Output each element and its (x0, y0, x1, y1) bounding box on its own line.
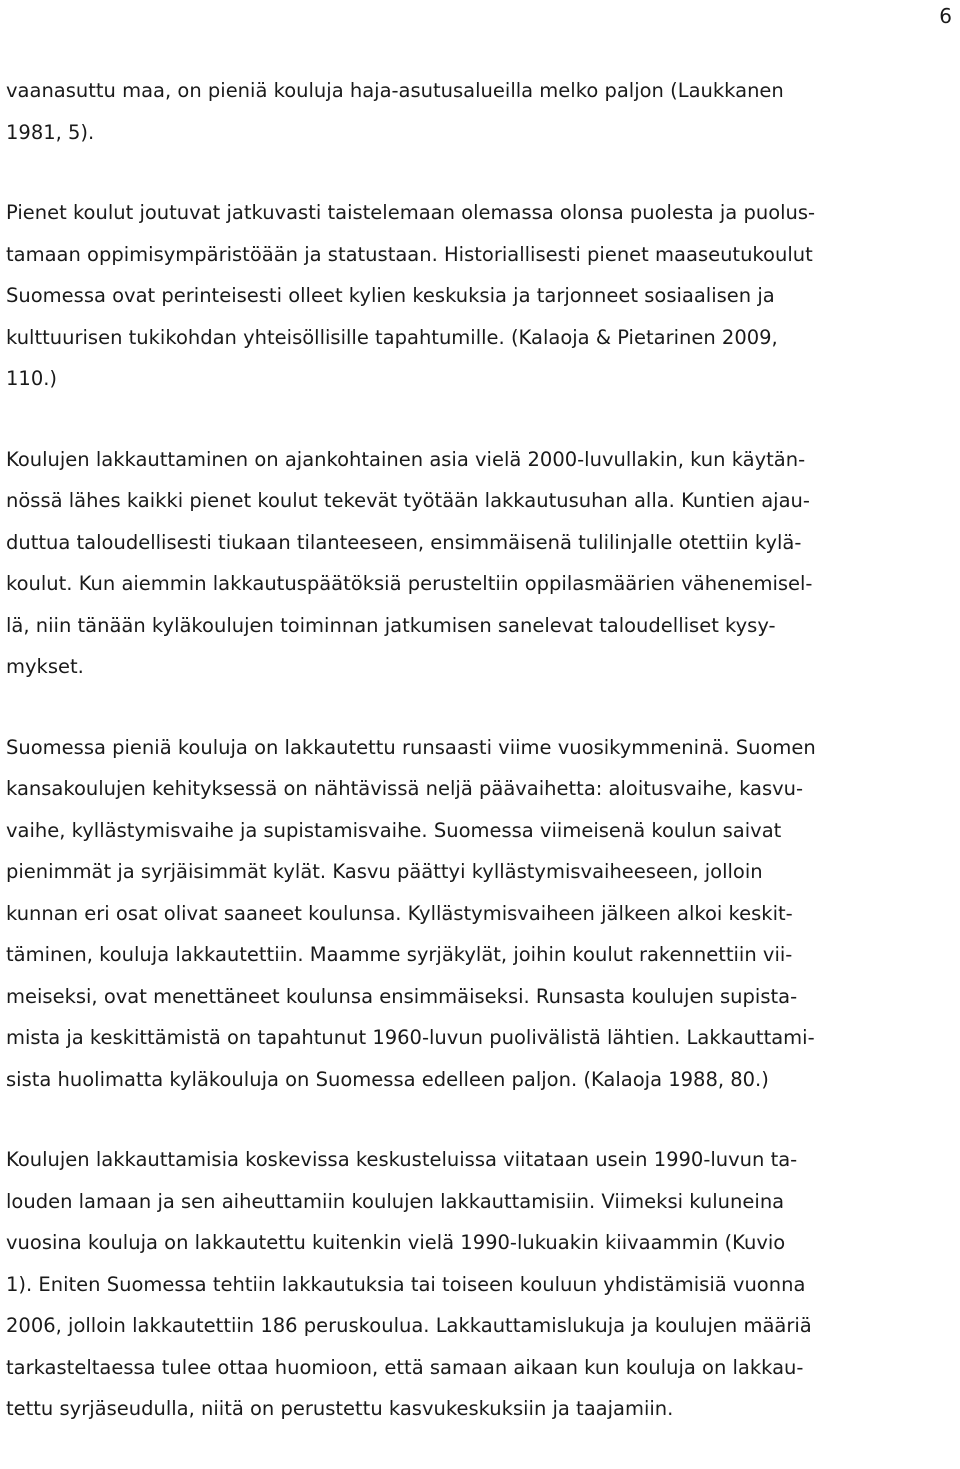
page-number: 6 (939, 4, 952, 28)
paragraph: Suomessa pieniä kouluja on lakkautettu runsaasti viime vuosikymmeninä. Suomen kansakoulujen kehityksessä on nähtävissä neljä päävaihetta: aloitusvaihe, kasvu- vaihe, kyllästymisvaihe ja supistamisvaihe. Suomessa viimeisenä koulun saivat pienimmät ja syrjäisimmät kylät. Kasvu päättyi kyllästymisvaiheeseen, jolloin kunnan eri osat olivat saaneet koulunsa. Kyllästymisvaiheen jälkeen alkoi keskit- täminen, kouluja lakkautettiin. Maamme syrjäkylät, joihin koulut rakennettiin vii- meiseksi, ovat menettäneet koulunsa ensimmäiseksi. Runsasta koulujen supista- mista ja keskittämistä on tapahtunut 1960-luvun puolivälistä lähtien. Lakkauttami- sista huolimatta kyläkouluja on Suomessa edelleen paljon. (Kalaoja 1988, 80.) (6, 735, 816, 1091)
paragraph: Koulujen lakkauttaminen on ajankohtainen asia vielä 2000-luvullakin, kun käytän- nössä lähes kaikki pienet koulut tekevät työtään lakkautusuhan alla. Kuntien ajau- duttua taloudellisesti tiukaan tilanteeseen, ensimmäisenä tulilinjalle otettiin kylä- koulut. Kun aiemmin lakkautuspäätöksiä perusteltiin oppilasmäärien vähenemisel- lä, niin tänään kyläkoulujen toiminnan jatkumisen sanelevat taloudelliset kysy- mykset. (6, 447, 813, 678)
paragraph: Pienet koulut joutuvat jatkuvasti taistelemaan olemassa olonsa puolesta ja puolus- tamaan oppimisympäristöään ja statustaan. Historiallisesti pienet maaseutukoulut Suomessa ovat perinteisesti olleet kylien keskuksia ja tarjonneet sosiaalisen ja kulttuurisen tukikohdan yhteisöllisille tapahtumille. (Kalaoja & Pietarinen 2009, 110.) (6, 201, 816, 390)
paragraph: Koulujen lakkauttamisia koskevissa keskusteluissa viitataan usein 1990-luvun ta- louden lamaan ja sen aiheuttamiin koulujen lakkauttamisiin. Viimeksi kuluneina vuosina kouluja on lakkautettu kuitenkin vielä 1990-lukuakin kiivaammin (Kuvio 1). Eniten Suomessa tehtiin lakkautuksia tai toiseen kouluun yhdistämisiä vuonna 2006, jolloin lakkautettiin 186 peruskoulua. Lakkauttamislukuja ja koulujen määriä tarkasteltaessa tulee ottaa huomioon, että samaan aikaan kun kouluja on lakkau- tettu syrjäseudulla, niitä on perustettu kasvukeskuksiin ja taajamiin. (6, 1148, 812, 1420)
body-text (6, 70, 954, 1469)
paragraph: vaanasuttu maa, on pieniä kouluja haja-asutusalueilla melko paljon (Laukkanen 1981, 5). (6, 79, 784, 144)
